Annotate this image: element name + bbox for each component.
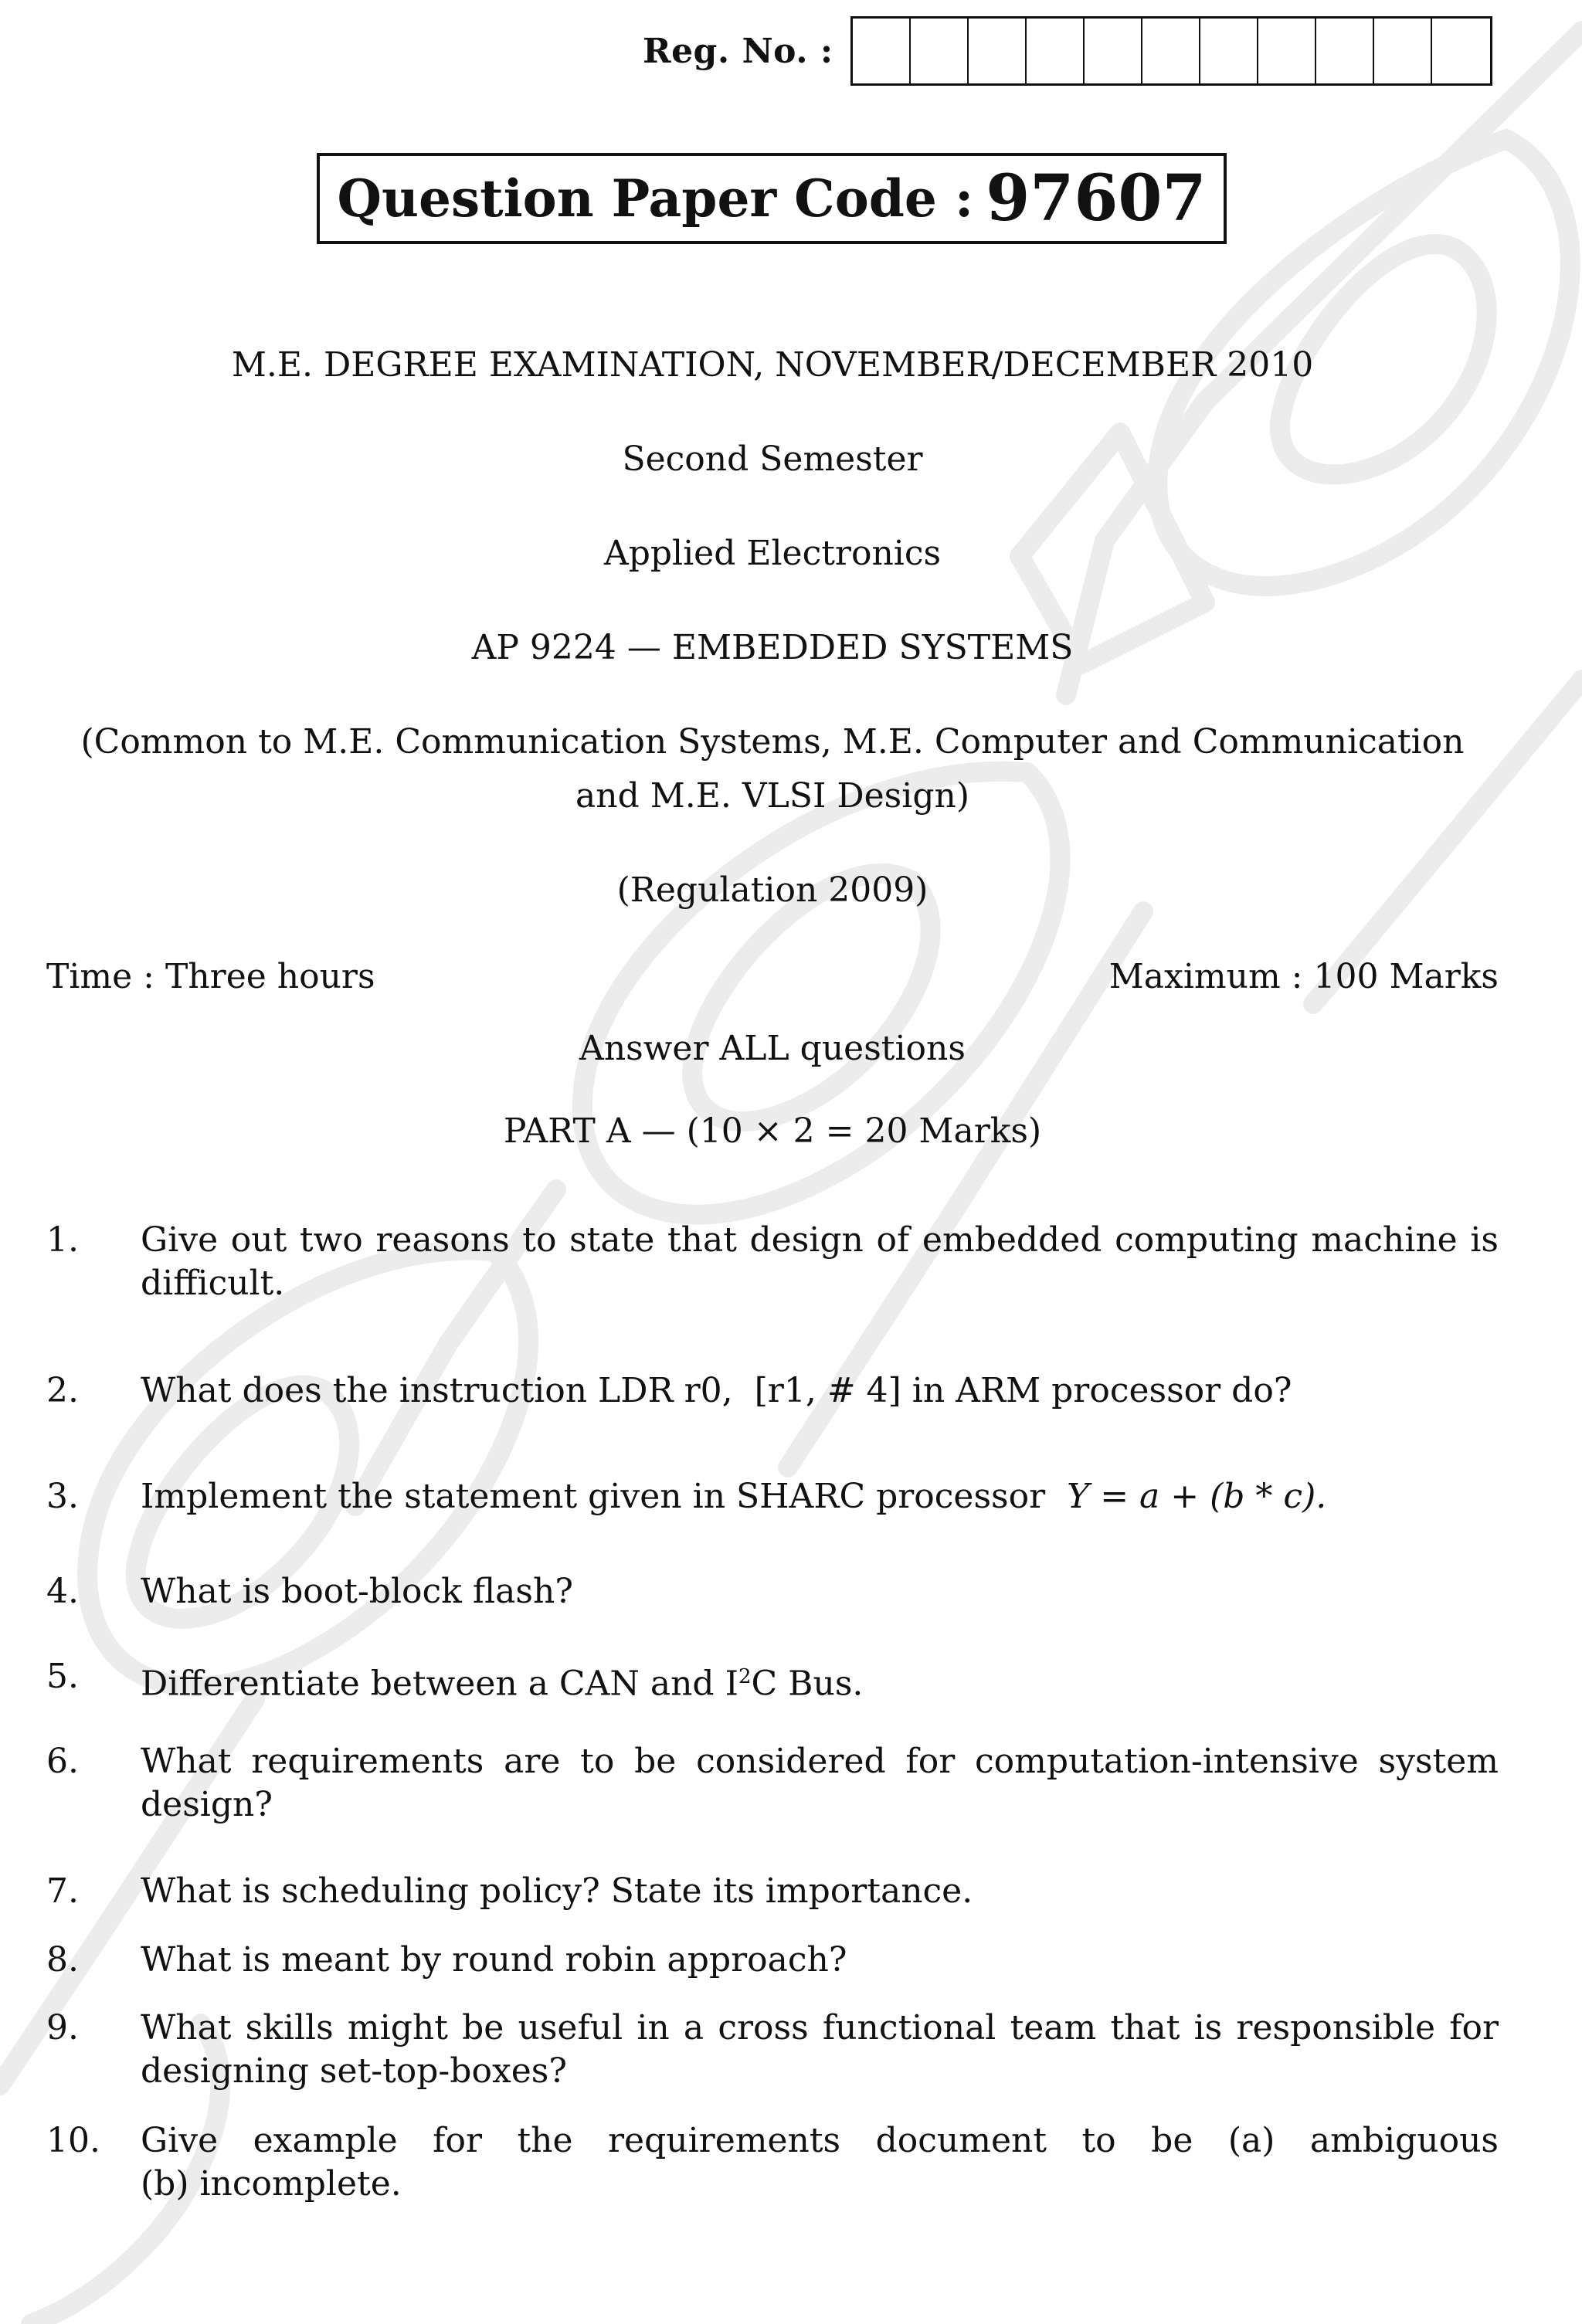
question-paper-code-label: Question Paper Code : xyxy=(337,168,974,229)
time-allowed: Time : Three hours xyxy=(46,957,375,996)
reg-digit-box[interactable] xyxy=(1374,19,1432,83)
reg-number-label: Reg. No. : xyxy=(643,31,833,71)
reg-digit-box[interactable] xyxy=(1316,19,1374,83)
reg-digit-box[interactable] xyxy=(1085,19,1142,83)
question-text: What requirements are to be considered for computation-intensive system xyxy=(141,1742,1499,1781)
time-marks-row xyxy=(46,950,1499,1004)
question-number: 7. xyxy=(46,1871,79,1911)
question-item xyxy=(46,1939,1499,1982)
question-number: 3. xyxy=(46,1477,79,1516)
question-item xyxy=(46,1740,1499,1827)
common-to-line-1: (Common to M.E. Communication Systems, M.E. Computer and Communication xyxy=(80,722,1465,762)
question-number: 1. xyxy=(46,1220,79,1260)
question-item xyxy=(46,1475,1499,1518)
reg-digit-box[interactable] xyxy=(911,19,969,83)
question-item xyxy=(46,1570,1499,1613)
question-paper-code-value: 97607 xyxy=(986,161,1207,236)
reg-number-boxes[interactable] xyxy=(850,16,1492,86)
question-text: Differentiate between a CAN and I xyxy=(141,1664,738,1704)
reg-number-row xyxy=(643,17,1492,85)
subject: AP 9224 — EMBEDDED SYSTEMS xyxy=(471,628,1074,667)
reg-digit-box[interactable] xyxy=(1200,19,1258,83)
question-number: 2. xyxy=(46,1371,79,1410)
question-number: 10. xyxy=(46,2121,100,2160)
question-text-continued: difficult. xyxy=(141,1264,285,1303)
question-text: Implement the statement given in SHARC processor xyxy=(141,1477,1046,1516)
reg-digit-box[interactable] xyxy=(1027,19,1085,83)
common-to-line-2: and M.E. VLSI Design) xyxy=(575,776,969,816)
part-heading: PART A — (10 × 2 = 20 Marks) xyxy=(503,1111,1042,1151)
question-number: 8. xyxy=(46,1940,79,1980)
question-text: Give out two reasons to state that design of embedded computing machine is xyxy=(141,1220,1499,1260)
question-text-end: C Bus. xyxy=(751,1664,864,1704)
math-expression: Y = a + (b * c). xyxy=(1067,1477,1327,1516)
question-text: What does the instruction LDR r0, [r1, # 4] in ARM processor do? xyxy=(141,1371,1292,1410)
question-text: What is scheduling policy? State its importance. xyxy=(141,1871,973,1911)
question-text: Give example for the requirements document to be (a) ambiguous xyxy=(141,2121,1499,2160)
question-text-continued: design? xyxy=(141,1785,273,1824)
question-item xyxy=(46,1655,1499,1706)
reg-digit-box[interactable] xyxy=(853,19,911,83)
reg-digit-box[interactable] xyxy=(1142,19,1200,83)
question-number: 4. xyxy=(46,1572,79,1611)
question-item xyxy=(46,1219,1499,1305)
exam-title: M.E. DEGREE EXAMINATION, NOVEMBER/DECEMBER 2010 xyxy=(231,345,1314,385)
maximum-marks: Maximum : 100 Marks xyxy=(1108,957,1499,996)
question-item xyxy=(46,2007,1499,2093)
question-item xyxy=(46,1369,1499,1413)
question-item xyxy=(46,2119,1499,2206)
question-item xyxy=(46,1870,1499,1913)
superscript: 2 xyxy=(738,1665,752,1688)
reg-digit-box[interactable] xyxy=(1432,19,1490,83)
question-number: 5. xyxy=(46,1657,79,1696)
semester: Second Semester xyxy=(622,439,923,479)
question-text-continued: designing set-top-boxes? xyxy=(141,2051,567,2091)
reg-digit-box[interactable] xyxy=(1258,19,1316,83)
question-text: What skills might be useful in a cross functional team that is responsible for xyxy=(141,2008,1499,2047)
question-text-continued: (b) incomplete. xyxy=(141,2164,402,2204)
regulation: (Regulation 2009) xyxy=(616,870,928,910)
question-number: 6. xyxy=(46,1742,79,1781)
question-text: What is boot-block flash? xyxy=(141,1572,573,1611)
question-text: What is meant by round robin approach? xyxy=(141,1940,847,1980)
question-paper-code-box xyxy=(317,153,1227,244)
instruction: Answer ALL questions xyxy=(579,1029,966,1068)
reg-digit-box[interactable] xyxy=(969,19,1027,83)
branch: Applied Electronics xyxy=(603,534,942,573)
question-number: 9. xyxy=(46,2008,79,2047)
